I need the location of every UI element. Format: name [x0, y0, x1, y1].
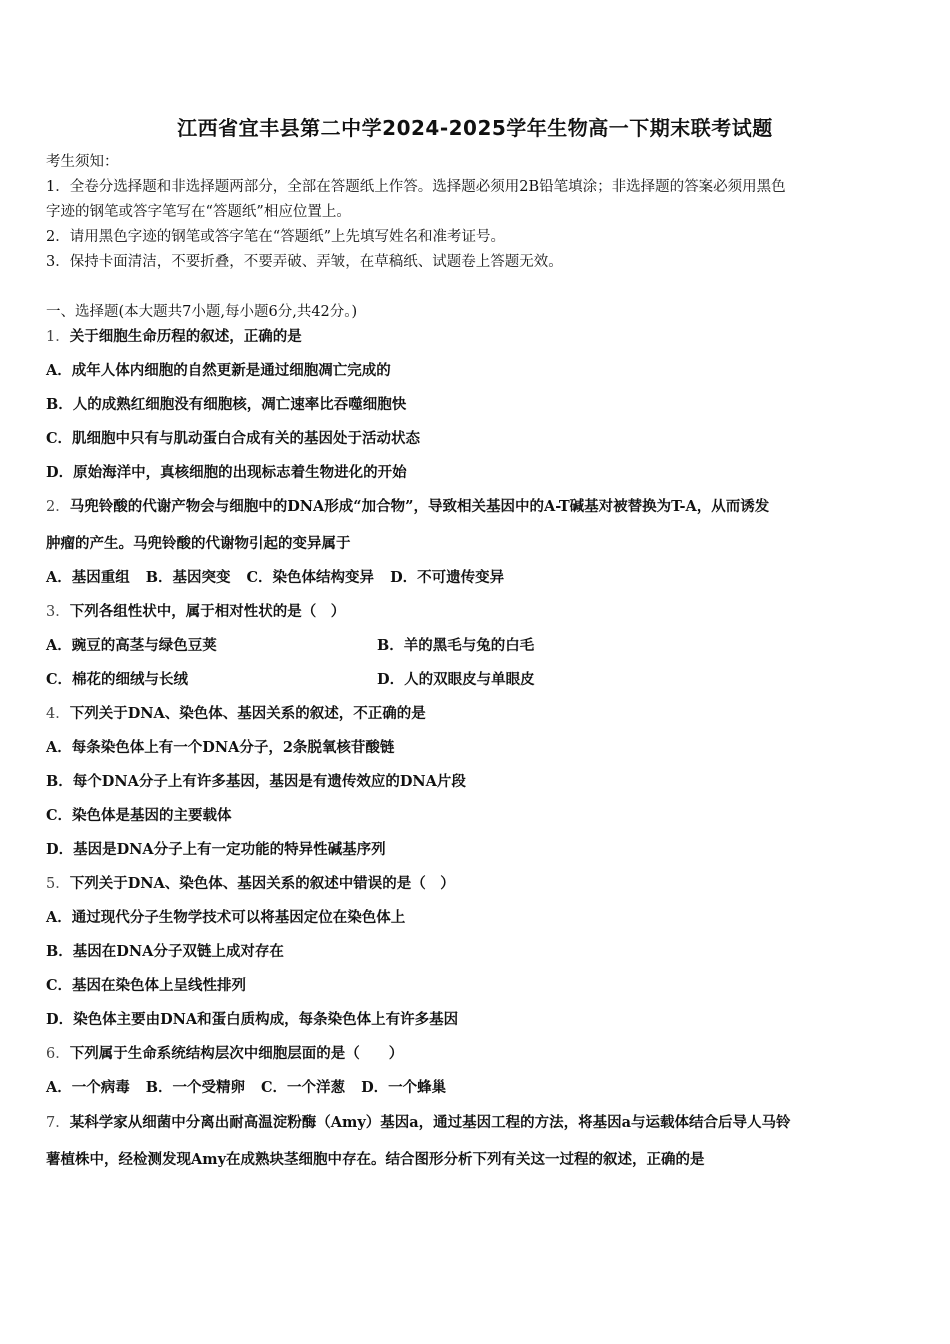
question-6 [46, 1044, 904, 1064]
q6-options [46, 1078, 904, 1098]
question-7-cont: 薯植株中，经检测发现Amy在成熟块茎细胞中存在。结合图形分析下列有关这一过程的叙述，正确的是 [46, 1151, 705, 1168]
q5-option-b: B．基因在DNA分子双链上成对存在 [46, 943, 284, 960]
question-number: 7． [46, 1115, 70, 1131]
q2-option-c: C．染色体结构变异 [246, 569, 375, 586]
q1-option-b: B．人的成熟红细胞没有细胞核，凋亡速率比吞噬细胞快 [46, 396, 407, 413]
question-2-cont: 肿瘤的产生。马兜铃酸的代谢物引起的变异属于 [46, 535, 351, 552]
page-title: 江西省宜丰县第二中学2024-2025学年生物高一下期末联考试题 [177, 116, 773, 140]
q2-options [46, 568, 904, 588]
q4-option-c: C．染色体是基因的主要载体 [46, 807, 232, 824]
section-heading: 一、选择题(本大题共7小题,每小题6分,共42分。) [46, 304, 358, 320]
q4-option-b: B．每个DNA分子上有许多基因，基因是有遗传效应的DNA片段 [46, 773, 466, 790]
notice-item-3: 3．保持卡面清洁，不要折叠，不要弄破、弄皱，在草稿纸、试题卷上答题无效。 [46, 254, 563, 270]
question-number: 6． [46, 1046, 70, 1062]
question-3 [46, 602, 904, 622]
q1-option-a: A．成年人体内细胞的自然更新是通过细胞凋亡完成的 [46, 362, 391, 379]
q5-option-c: C．基因在染色体上呈线性排列 [46, 977, 247, 994]
q1-option-d: D．原始海洋中，真核细胞的出现标志着生物进化的开始 [46, 464, 407, 481]
notice-item-2: 2．请用黑色字迹的钢笔或答字笔在“答题纸”上先填写姓名和准考证号。 [46, 229, 506, 245]
question-7 [46, 1113, 904, 1133]
q6-option-a: A．一个病毒 [46, 1079, 130, 1096]
q2-option-b: B．基因突变 [145, 569, 231, 586]
question-number: 2． [46, 499, 70, 515]
q6-option-d: D．一个蜂巢 [361, 1079, 447, 1096]
q3-option-b: B．羊的黑毛与兔的白毛 [377, 637, 535, 654]
question-1 [46, 327, 904, 347]
q1-option-c: C．肌细胞中只有与肌动蛋白合成有关的基因处于活动状态 [46, 430, 421, 447]
q5-option-a: A．通过现代分子生物学技术可以将基因定位在染色体上 [46, 909, 406, 926]
q6-option-c: C．一个洋葱 [261, 1079, 346, 1096]
question-5 [46, 874, 904, 894]
question-stem: 下列关于DNA、染色体、基因关系的叙述，不正确的是 [69, 705, 426, 722]
q6-option-b: B．一个受精卵 [145, 1079, 246, 1096]
question-stem: 关于细胞生命历程的叙述，正确的是 [69, 328, 302, 345]
question-stem: 下列各组性状中，属于相对性状的是（ ） [69, 603, 346, 620]
q5-option-d: D．染色体主要由DNA和蛋白质构成，每条染色体上有许多基因 [46, 1011, 459, 1028]
q4-option-a: A．每条染色体上有一个DNA分子，2条脱氧核苷酸链 [46, 739, 395, 756]
question-number: 4． [46, 706, 70, 722]
q2-option-a: A．基因重组 [46, 569, 130, 586]
q3-option-a: A．豌豆的高茎与绿色豆荚 [46, 637, 217, 654]
question-number: 5． [46, 876, 70, 892]
question-number: 1． [46, 329, 70, 345]
q3-option-c: C．棉花的细绒与长绒 [46, 671, 189, 688]
question-stem: 下列关于DNA、染色体、基因关系的叙述中错误的是（ ） [69, 875, 455, 892]
notice-item-1: 1．全卷分选择题和非选择题两部分，全部在答题纸上作答。选择题必须用2B铅笔填涂；非选择题的答案必须用黑色 [46, 179, 786, 195]
question-4 [46, 704, 904, 724]
q3-option-d: D．人的双眼皮与单眼皮 [377, 671, 535, 688]
question-2 [46, 497, 904, 517]
notice-item-1-cont: 字迹的钢笔或答字笔写在“答题纸”相应位置上。 [46, 204, 351, 220]
notice-heading: 考生须知： [46, 154, 119, 170]
q4-option-d: D．基因是DNA分子上有一定功能的特异性碱基序列 [46, 841, 386, 858]
q2-option-d: D．不可遗传变异 [390, 569, 505, 586]
question-stem: 下列属于生命系统结构层次中细胞层面的是（ ） [69, 1045, 404, 1062]
question-number: 3． [46, 604, 70, 620]
question-stem: 某科学家从细菌中分离出耐高温淀粉酶（Amy）基因a，通过基因工程的方法，将基因a与运载体结合后导人马铃 [69, 1114, 791, 1131]
question-stem: 马兜铃酸的代谢产物会与细胞中的DNA形成“加合物”，导致相关基因中的A-T碱基对被替换为T-A，从而诱发 [69, 498, 770, 515]
